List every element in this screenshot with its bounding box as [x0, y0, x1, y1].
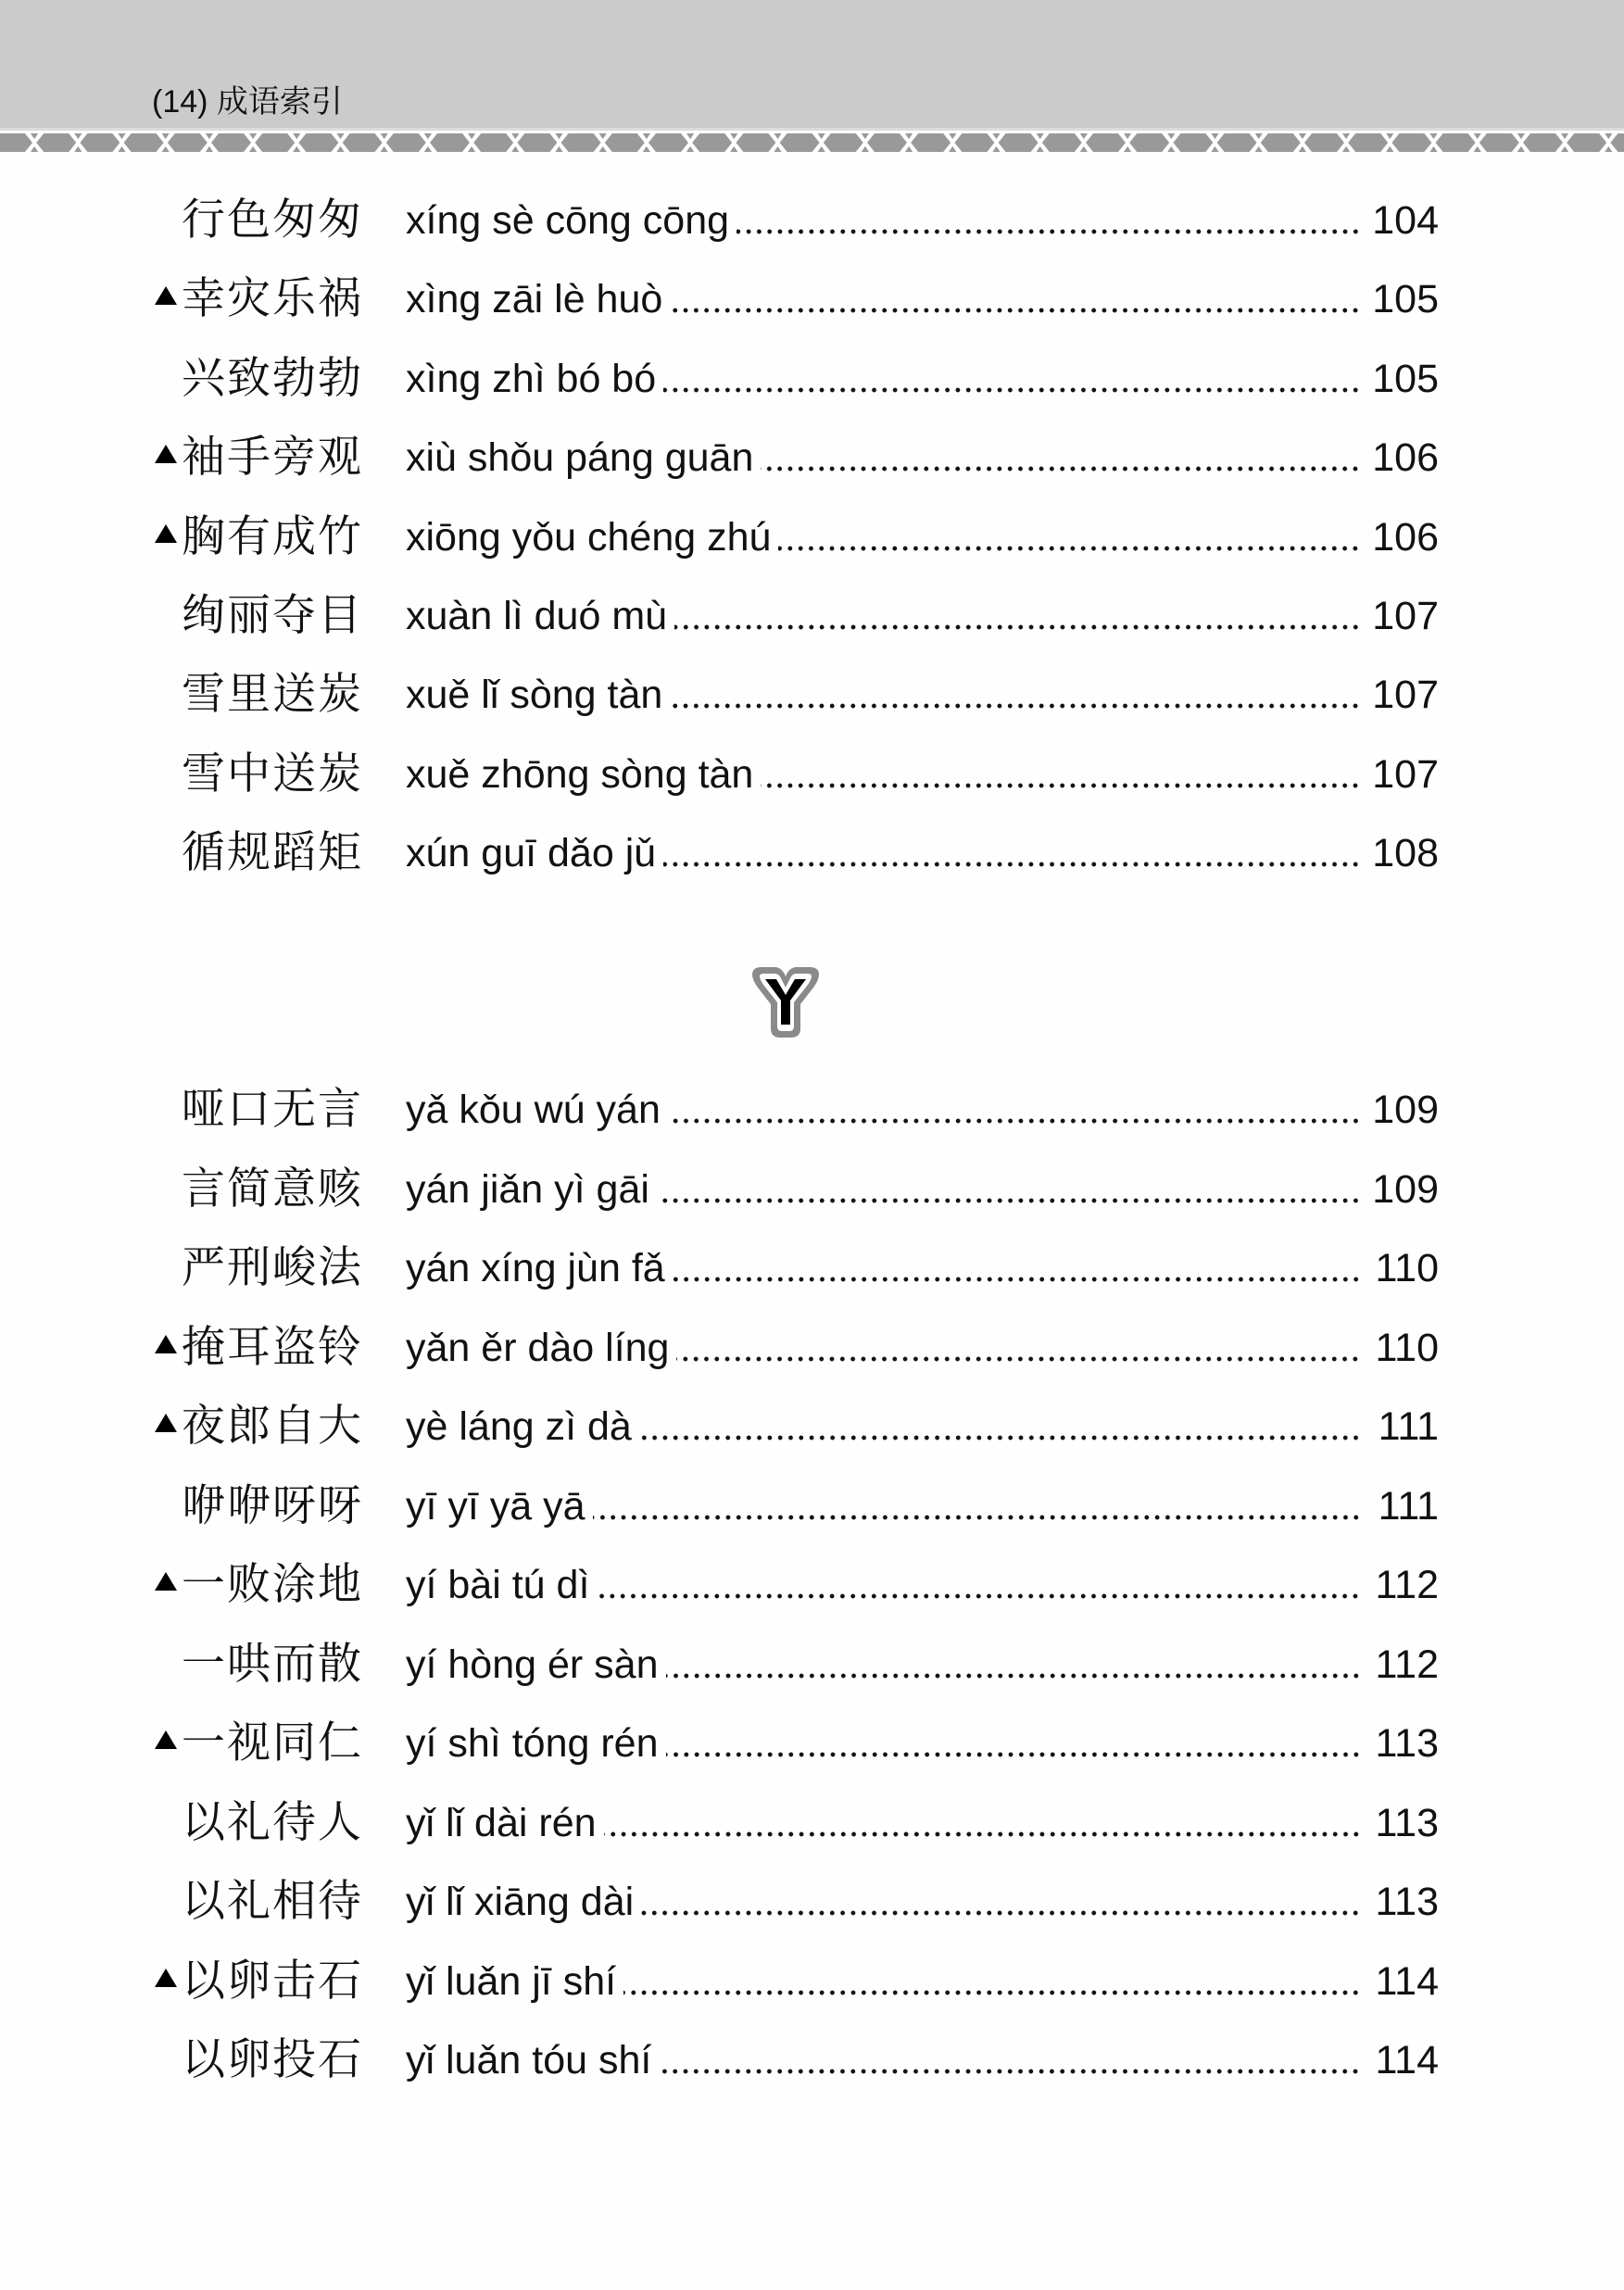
entry-line: [406, 432, 1439, 484]
idiom-text: 雪中送炭: [182, 748, 363, 799]
entry-line: [406, 2034, 1439, 2086]
section-letter-badge-y: [741, 954, 830, 1043]
page-number: 105: [1372, 277, 1439, 322]
index-entry: [0, 1242, 1624, 1324]
index-entry: [0, 1163, 1624, 1245]
idiom-text: 以卵击石: [182, 1955, 363, 2007]
idiom-text: 严刑峻法: [182, 1242, 363, 1293]
page-number: 105: [1372, 356, 1439, 401]
pinyin-text: xíng sè cōng cōng: [406, 198, 730, 243]
page-number: 113: [1375, 1800, 1439, 1845]
idiom-text: 一败涂地: [182, 1559, 363, 1610]
index-entry: [0, 1401, 1624, 1482]
entry-line: [406, 1956, 1439, 2007]
triangle-marker-icon: [155, 445, 177, 463]
index-entry: [0, 273, 1624, 355]
dot-leader: [676, 1356, 1361, 1362]
index-entry: [0, 2034, 1624, 2116]
idiom-text: 胸有成竹: [182, 510, 363, 562]
dot-leader: [673, 1277, 1361, 1282]
page-title: (14) 成语索引: [152, 84, 343, 120]
entry-line: [406, 511, 1439, 563]
index-entry: [0, 1796, 1624, 1879]
index-entry: [0, 1479, 1624, 1562]
dot-leader: [663, 862, 1361, 867]
dot-leader: [659, 2069, 1361, 2074]
idiom-text: 雪里送炭: [182, 669, 363, 721]
index-entry: [0, 1876, 1624, 1957]
entry-line: [406, 273, 1439, 325]
entry-line: [406, 749, 1439, 800]
index-entry: [0, 195, 1624, 276]
index-entry: [0, 510, 1624, 593]
pinyin-text: yán jiǎn yì gāi: [406, 1166, 649, 1212]
page-number: 109: [1372, 1088, 1439, 1132]
index-entry: [0, 1321, 1624, 1403]
page-number: 111: [1378, 1483, 1439, 1529]
pinyin-text: yǐ lǐ dài rén: [406, 1800, 597, 1845]
dot-leader: [736, 229, 1361, 234]
pinyin-text: yǐ lǐ xiāng dài: [406, 1880, 635, 1924]
page-number: 106: [1372, 514, 1439, 560]
page-header: [0, 0, 1624, 131]
page-number: 109: [1372, 1166, 1439, 1212]
index-entry: [0, 432, 1624, 513]
page-number: 112: [1375, 1563, 1439, 1607]
idiom-text: 咿咿呀呀: [182, 1479, 363, 1531]
idiom-text: 行色匆匆: [182, 195, 363, 245]
pinyin-text: xìng zāi lè huò: [406, 277, 663, 322]
page-number: 108: [1372, 831, 1439, 876]
idiom-text: 袖手旁观: [182, 432, 363, 484]
index-entry: [0, 669, 1624, 750]
entry-line: [406, 353, 1439, 405]
idiom-text: 一哄而散: [182, 1638, 363, 1690]
dot-leader: [657, 1198, 1361, 1203]
index-entry: [0, 1718, 1624, 1799]
index-entry: [0, 827, 1624, 909]
dot-leader: [670, 703, 1361, 709]
entry-line: [406, 1480, 1439, 1532]
triangle-marker-icon: [155, 524, 177, 543]
entry-line: [406, 1718, 1439, 1769]
page-number: 107: [1372, 751, 1439, 797]
pinyin-text: xuàn lì duó mù: [406, 594, 668, 638]
dot-leader: [674, 624, 1361, 630]
page-number: 114: [1375, 1958, 1439, 2004]
idiom-text: 以礼相待: [182, 1876, 363, 1927]
dot-leader: [663, 387, 1361, 393]
triangle-marker-icon: [155, 1572, 177, 1591]
entry-line: [406, 1876, 1439, 1928]
pinyin-text: yǐ luǎn jī shí: [406, 1958, 617, 2004]
pinyin-text: xiù shǒu páng guān: [406, 435, 754, 481]
page-number: 112: [1375, 1642, 1439, 1687]
triangle-marker-icon: [155, 1969, 177, 1987]
page-number: 114: [1375, 2038, 1439, 2082]
pinyin-text: yǎ kǒu wú yán: [406, 1088, 661, 1132]
pinyin-text: yí hòng ér sàn: [406, 1642, 659, 1687]
letter-y-icon: [741, 954, 830, 1043]
triangle-marker-icon: [155, 1335, 177, 1353]
pinyin-text: yǎn ěr dào líng: [406, 1325, 670, 1370]
dot-leader: [761, 466, 1361, 472]
triangle-marker-icon: [155, 1414, 177, 1432]
entry-line: [406, 1322, 1439, 1374]
dot-leader: [623, 1990, 1361, 1995]
idiom-text: 以礼待人: [182, 1796, 363, 1848]
entry-line: [406, 827, 1439, 879]
entry-line: [406, 1639, 1439, 1691]
dot-leader: [666, 1752, 1362, 1757]
dot-leader: [593, 1515, 1361, 1520]
pinyin-text: yí bài tú dì: [406, 1563, 590, 1607]
dot-leader: [670, 308, 1361, 313]
entry-line: [406, 1797, 1439, 1849]
entry-line: [406, 1559, 1439, 1611]
index-entry: [0, 1955, 1624, 2037]
pinyin-text: yè láng zì dà: [406, 1404, 632, 1449]
idiom-text: 以卵投石: [182, 2034, 363, 2085]
page-number: 113: [1375, 1880, 1439, 1924]
dot-leader: [761, 783, 1361, 788]
idiom-text: 循规蹈矩: [182, 827, 363, 879]
triangle-marker-icon: [155, 1730, 177, 1749]
idiom-text: 言简意赅: [182, 1163, 363, 1214]
decorative-border: [0, 132, 1624, 153]
page-number: 113: [1375, 1721, 1439, 1766]
idiom-text: 哑口无言: [182, 1084, 363, 1135]
pinyin-text: yí shì tóng rén: [406, 1721, 659, 1766]
idiom-text: 绚丽夺目: [182, 590, 363, 641]
entry-line: [406, 590, 1439, 642]
pinyin-text: yán xíng jùn fǎ: [406, 1246, 665, 1290]
index-entry: [0, 1559, 1624, 1641]
page-number: 110: [1375, 1246, 1439, 1290]
dot-leader: [639, 1435, 1361, 1441]
page-number: 110: [1375, 1325, 1439, 1370]
idiom-text: 一视同仁: [182, 1718, 363, 1768]
entry-line: [406, 669, 1439, 721]
index-entry: [0, 1638, 1624, 1720]
page-number: 104: [1372, 198, 1439, 243]
pinyin-text: xìng zhì bó bó: [406, 356, 657, 401]
entry-line: [406, 1084, 1439, 1136]
idiom-text: 幸灾乐祸: [182, 273, 363, 325]
dot-leader: [668, 1118, 1361, 1124]
dot-leader: [666, 1673, 1361, 1679]
page-number: 107: [1372, 673, 1439, 718]
dot-leader: [604, 1831, 1361, 1837]
page-number: 106: [1372, 435, 1439, 481]
entry-line: [406, 1242, 1439, 1294]
entry-line: [406, 1401, 1439, 1453]
pinyin-text: xuě lǐ sòng tàn: [406, 673, 663, 718]
idiom-text: 夜郎自大: [182, 1401, 363, 1452]
pinyin-text: yī yī yā yā: [406, 1483, 585, 1529]
idiom-text: 兴致勃勃: [182, 352, 363, 404]
entry-line: [406, 1164, 1439, 1215]
page-number: 107: [1372, 594, 1439, 638]
page-number: 111: [1378, 1404, 1439, 1449]
pinyin-text: xún guī dǎo jǔ: [406, 831, 657, 876]
dot-leader: [778, 546, 1361, 551]
index-entry: [0, 748, 1624, 830]
index-entry: [0, 352, 1624, 434]
index-entry: [0, 590, 1624, 672]
pinyin-text: xuě zhōng sòng tàn: [406, 751, 754, 797]
triangle-marker-icon: [155, 286, 177, 305]
index-entry: [0, 1084, 1624, 1165]
idiom-text: 掩耳盗铃: [182, 1321, 363, 1373]
dot-leader: [597, 1593, 1361, 1599]
dot-leader: [641, 1910, 1361, 1916]
pinyin-text: xiōng yǒu chéng zhú: [406, 514, 772, 560]
pinyin-text: yǐ luǎn tóu shí: [406, 2038, 652, 2082]
entry-line: [406, 195, 1439, 246]
